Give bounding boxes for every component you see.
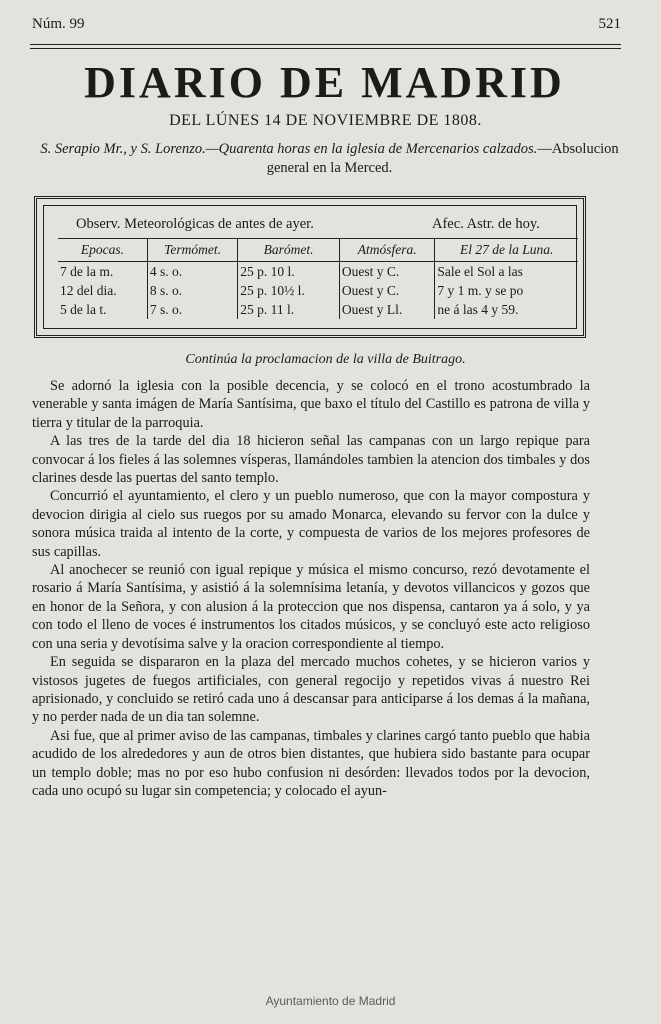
table-cell: Ouest y C. [339, 262, 435, 282]
weather-box [34, 196, 586, 338]
paragraph: En seguida se dispararon en la plaza del mercado muchos cohetes, y se hicieron varios y vistosos jugetes de fuegos artificiales, con general regocijo y repetidos vivas á nuestro Rei aprisionado, y concluido se retiró cada uno á descansar para anticiparse á los demas á la mañana, y no perder nada de un dia tan solemne. [32, 654, 590, 726]
source-credit: Ayuntamiento de Madrid [265, 994, 396, 1008]
table-cell: 25 p. 10½ l. [238, 281, 340, 300]
paragraph: Se adornó la iglesia con la posible decencia, y se colocó en el trono acostumbrado la venerable y santa imágen de María Santísima, que baxo el título del Castillo es patrona de villa y tierra y titular de la parroquia. [32, 378, 590, 431]
masthead-title: DIARIO DE MADRID [84, 58, 565, 107]
table-cell: ne á las 4 y 59. [435, 300, 578, 319]
table-cell: 8 s. o. [147, 281, 237, 300]
col-header: Atmósfera. [339, 239, 435, 262]
article-subtitle: Continúa la proclamacion de la villa de Buitrago. [185, 352, 466, 367]
table-row [58, 300, 578, 319]
weather-heading: Observ. Meteorológicas de antes de ayer. [76, 216, 314, 232]
saints-italic: S. Serapio Mr., y S. Lorenzo.—Quarenta horas en la iglesia de Mercenarios calzados. [40, 141, 538, 157]
table-cell: Ouest y Ll. [339, 300, 435, 319]
col-header: Epocas. [58, 239, 147, 262]
table-cell: 7 de la m. [60, 263, 114, 279]
page-header [32, 16, 621, 38]
table-cell: 25 p. 11 l. [238, 300, 340, 319]
col-header: El 27 de la Luna. [435, 239, 578, 262]
table-cell: 25 p. 10 l. [238, 262, 340, 282]
saints-of-the-day [38, 140, 621, 178]
dateline: DEL LÚNES 14 DE NOVIEMBRE DE 1808. [169, 112, 482, 129]
header-rule-thin [30, 48, 621, 49]
paragraph: Asi fue, que al primer aviso de las campanas, timbales y clarines cargó tanto pueblo que habia acudido de los alrededores y aun de otros bien distantes, que hubiera sido bastante para ocupar un templo doble; mas no por eso hubo confusion ni desórden: llevados todos por la devocion, cada uno ocupó su lugar sin competencia; y colocado el ayun- [32, 727, 590, 799]
table-row [58, 262, 578, 282]
table-cell: Sale el Sol a las [435, 262, 578, 282]
table-cell: 7 s. o. [147, 300, 237, 319]
table-cell: Ouest y C. [339, 281, 435, 300]
saints-plain: —Absolucion general en la Merced. [266, 141, 619, 176]
astro-heading: Afec. Astr. de hoy. [432, 216, 540, 232]
page-number: 521 [598, 16, 621, 32]
weather-box-inner [43, 205, 577, 329]
col-header: Barómet. [238, 239, 340, 262]
paragraph: Al anochecer se reunió con igual repique y música el mismo concurso, rezó devotamente el rosario á María Santísima, y asistió á la solemnísima letanía, y devotos villancicos y gozos que en honor de la Señora, y con alusion á la proteccion que nos dispensa, cantaron ya á solo, y ya con todo el lleno de voces é instrumentos los citados músicos, y se concluyó este acto religioso con una seria y devotísima salve y la oracion correspondiente al tiempo. [32, 562, 590, 652]
table-row [58, 281, 578, 300]
table-cell: 7 y 1 m. y se po [435, 281, 578, 300]
table-cell: 5 de la t. [60, 301, 107, 317]
col-header: Termómet. [147, 239, 237, 262]
article-body [32, 377, 590, 800]
table-cell: 12 del dia. [60, 282, 117, 298]
weather-table [58, 238, 578, 319]
issue-number: Núm. 99 [32, 16, 85, 32]
header-rule [30, 44, 621, 45]
table-cell: 4 s. o. [147, 262, 237, 282]
paragraph: Concurrió el ayuntamiento, el clero y un pueblo numeroso, que con la mayor compostura y devocion dirigia al cielo sus ruegos por su amado Monarca, elevando su fervor con la dulce y sonora música traida al intento de la corte, y compuesta de varios de los mejores profesores de sus capillas. [32, 488, 590, 560]
paragraph: A las tres de la tarde del dia 18 hicieron señal las campanas con un largo repique para convocar á los fieles á las solemnes vísperas, llamándoles tambien la atencion dos timbales y dos clarines desde las puertas del santo templo. [32, 433, 590, 487]
